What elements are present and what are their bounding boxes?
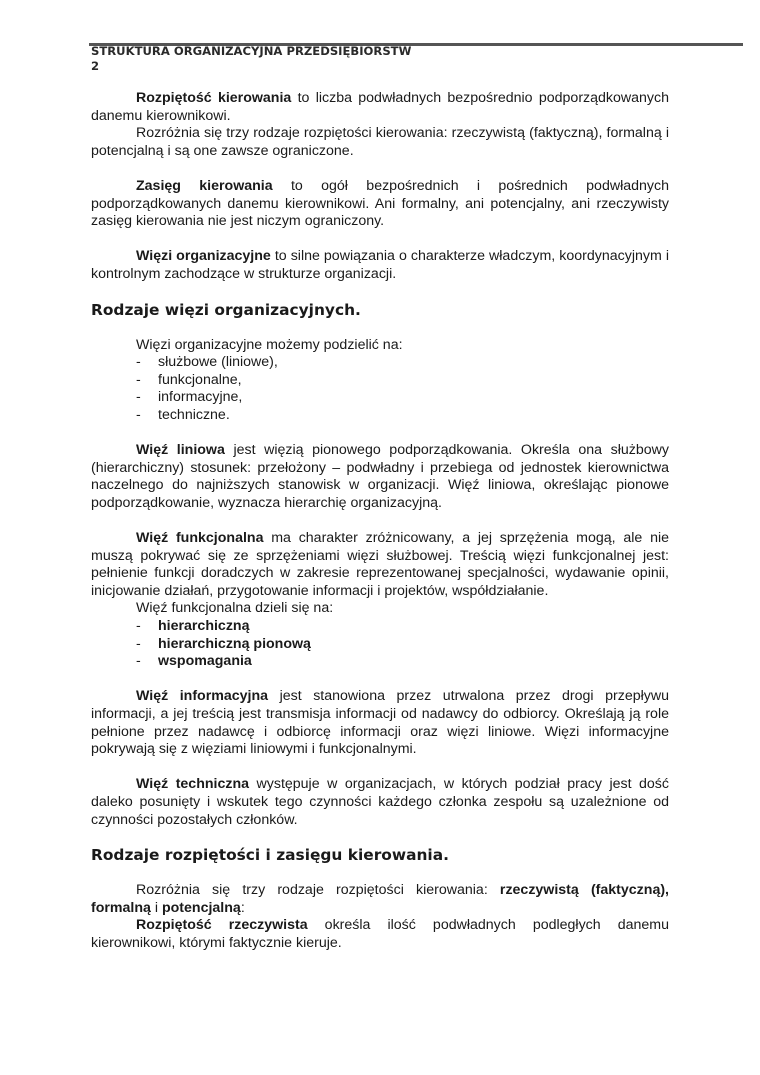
paragraph-text: to ogół bezpośrednich i pośrednich podwładnych podporządkowanych danemu kierownikowi. Ani formalny, ani potencjalny, ani rzeczywisty zasięg kierowania nie jest niczym ograniczony.	[91, 177, 669, 230]
paragraph-funkcjonalna	[91, 530, 669, 600]
paragraph-liniowa	[91, 442, 669, 512]
section-heading: Rodzaje rozpiętości i zasięgu kierowania.	[91, 846, 449, 865]
list-funkcjonalna	[91, 618, 669, 671]
list-item	[136, 636, 669, 654]
paragraph-wiezi	[91, 248, 669, 283]
term-wiezi: Więzi organizacyjne	[136, 248, 271, 265]
paragraph-text: Rozróżnia się trzy rodzaje rozpiętości kierowania:	[136, 882, 500, 899]
paragraph-rodzaje: Rozróżnia się trzy rodzaje rozpiętości kierowania: rzeczywistą (faktyczną), formalną i potencjalną i są one zawsze ograniczone.	[91, 125, 669, 159]
paragraph-rozpietosc	[91, 90, 669, 125]
term-informacyjna: Więź informacyjna	[136, 688, 269, 705]
list-item-text: hierarchiczną	[158, 618, 250, 635]
paragraph-text: :	[240, 899, 245, 916]
list-item: - funkcjonalne,	[136, 372, 669, 390]
paragraph-zasieg	[91, 178, 669, 231]
list-item-text: wspomagania	[158, 653, 252, 670]
term-techniczna: Więź techniczna	[136, 776, 250, 793]
paragraph-text: jest więzią pionowego podporządkowania. Określa ona służbowy (hierarchiczny) stosunek: przełożony – podwładny i przebiega od jednostek kierownictwa naczelnego do najniższych stanowisk w organizacji. Więź liniowa, określając pionowe podporządkowanie, wyznacza hierarchię organizacyjną.	[91, 442, 669, 511]
list-intro: Więź funkcjonalna dzieli się na:	[136, 600, 334, 617]
term-rodzaje: rzeczywistą (faktyczną), formalną	[91, 882, 669, 916]
list-item	[136, 653, 669, 671]
term-liniowa: Więź liniowa	[136, 442, 225, 459]
term-funkcjonalna: Więź funkcjonalna	[136, 530, 264, 547]
term-rzeczywista: Rozpiętość rzeczywista	[136, 917, 308, 934]
term-potencjalna: potencjalną	[161, 899, 241, 916]
term-rozpietosc: Rozpiętość kierowania	[136, 90, 292, 106]
paragraph-text: to silne powiązania o charakterze władczym, koordynacyjnym i kontrolnym zachodzące w strukturze organizacji.	[91, 248, 669, 282]
list-item: - techniczne.	[136, 407, 669, 425]
page-number: 2	[91, 58, 100, 73]
paragraph-techniczna	[91, 776, 669, 829]
paragraph-rzeczywista	[91, 917, 669, 952]
paragraph-text: ma charakter zróżnicowany, a jej sprzężenia mogą, ale nie muszą pokrywać się ze sprzężeniami więzi służbowej. Treścią więzi funkcjonalnej jest: pełnienie funkcji doradczych w zakresie reprezentowanej specjalności, wydawanie opinii, inicjowanie działań, przygotowanie informacji i projektów, współdziałanie.	[91, 530, 670, 599]
paragraph-text: to liczba podwładnych bezpośrednio podporządkowanych danemu kierownikowi.	[91, 90, 670, 124]
list-item: - informacyjne,	[136, 389, 669, 407]
document-body	[91, 90, 669, 953]
paragraph-text: i	[150, 899, 162, 916]
list-wiezi	[91, 354, 669, 424]
term-zasieg: Zasięg kierowania	[136, 177, 273, 194]
section-heading: Rodzaje więzi organizacyjnych.	[91, 300, 361, 319]
list-item: - służbowe (liniowe),	[136, 354, 669, 372]
paragraph-text: występuje w organizacjach, w których podział pracy jest dość daleko posunięty i wskutek tego czynności każdego członka zespołu są uzależnione od czynności pozostałych członków.	[91, 776, 669, 828]
paragraph-informacyjna	[91, 688, 669, 758]
list-item-text: hierarchiczną pionową	[158, 635, 311, 652]
running-header	[91, 44, 651, 73]
header-title: STRUKTURA ORGANIZACYJNA PRZEDSIĘBIORSTW	[91, 44, 412, 58]
paragraph-text: określa ilość podwładnych podległych danemu kierownikowi, którymi faktycznie kieruje.	[91, 917, 669, 951]
paragraph-text: jest stanowiona przez utrwalona przez drogi przepływu informacji, a jej treścią jest transmisja informacji od nadawcy do odbiorcy. Określają ją role pełnione przez nadawcę i odbiorcę informacji oraz więzi liniowe. Więzi informacyjne pokrywają się z więziami liniowymi i funkcjonalnymi.	[91, 688, 669, 758]
paragraph-rodzaje-rozpietosci	[91, 882, 669, 917]
list-item	[136, 618, 669, 636]
list-intro: Więzi organizacyjne możemy podzielić na:	[136, 336, 403, 353]
